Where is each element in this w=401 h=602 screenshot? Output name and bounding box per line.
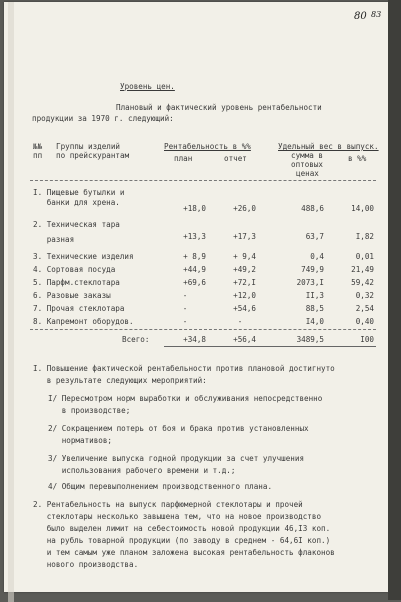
total-fact: +56,4: [233, 335, 256, 344]
point-1-line-1: I. Повышение фактической рентабельности против плановой достигнуто: [33, 364, 335, 373]
row-name: I. Пищевые бутылки и: [33, 188, 125, 197]
point-2-line-5: и тем самым уже планом заложена высокая рентабельность флаконов: [33, 548, 335, 557]
subpoint-2-line-2: нормативов;: [48, 436, 113, 445]
row-fact: -: [237, 317, 243, 326]
point-2-line-2: стеклотары несколько завышена тем, что на новое производство: [33, 512, 322, 521]
scan-background-edge: [388, 0, 401, 600]
row-name: 3. Технические изделия: [33, 252, 134, 261]
total-sum: 3489,5: [296, 335, 324, 344]
row-fact: +54,6: [233, 304, 256, 313]
header-rule: [30, 180, 376, 181]
row-sum: 63,7: [305, 232, 324, 241]
row-name: 7. Прочая стеклотара: [33, 304, 125, 313]
col-fact: отчет: [224, 154, 247, 163]
row-plan: +18,0: [183, 204, 206, 213]
page-fold-shadow: [8, 2, 14, 602]
row-pct: 14,00: [351, 204, 374, 213]
row-fact: +72,I: [233, 278, 256, 287]
col-group-2: по прейскурантам: [56, 151, 130, 160]
row-fact: +12,0: [233, 291, 256, 300]
row-sum: 749,9: [301, 265, 324, 274]
row-name: банки для хрена.: [33, 198, 120, 207]
row-sum: 0,4: [310, 252, 324, 261]
row-plan: +44,9: [183, 265, 206, 274]
row-sum: I4,0: [305, 317, 324, 326]
col-plan: план: [174, 154, 193, 163]
intro-line-2: продукции за 1970 г. следующий:: [32, 114, 174, 123]
point-1-line-2: в результате следующих мероприятий:: [33, 376, 207, 385]
total-plan: +34,8: [183, 335, 206, 344]
row-pct: I,82: [355, 232, 374, 241]
handwritten-page-number: 80: [354, 11, 367, 22]
col-rentability: Рентабельность в %%: [164, 142, 251, 151]
total-rule: [30, 329, 376, 330]
intro-line-1: Плановый и фактический уровень рентабельности: [116, 103, 322, 112]
col-sum-2: оптовых: [291, 160, 324, 169]
col-share: Удельный вес в выпуск.: [278, 142, 379, 151]
row-sum: 488,6: [301, 204, 324, 213]
col-no-2: пп: [33, 151, 43, 160]
row-name: разная: [33, 235, 75, 244]
row-pct: 2,54: [355, 304, 374, 313]
col-sum-1: сумма в: [291, 151, 324, 160]
heading: Уровень цен.: [120, 82, 175, 91]
point-2-line-3: было выделен лимит на себестоимость новой продукции 46,I3 коп.: [33, 524, 331, 533]
row-fact: +49,2: [233, 265, 256, 274]
col-pct: в %%: [348, 154, 367, 163]
handwritten-page-number-extra: 83: [371, 10, 382, 19]
subpoint-1-line-1: I/ Пересмотром норм выработки и обслуживания непосредственно: [48, 394, 323, 403]
row-name: 4. Сортовая посуда: [33, 265, 116, 274]
row-fact: +17,3: [233, 232, 256, 241]
row-plan: -: [182, 317, 188, 326]
row-pct: 0,32: [355, 291, 374, 300]
row-fact: +26,0: [233, 204, 256, 213]
subpoint-3-line-1: 3/ Увеличение выпуска годной продукции за счет улучшения: [48, 454, 305, 463]
row-plan: -: [182, 291, 188, 300]
row-plan: +69,6: [183, 278, 206, 287]
row-name: 5. Парфм.стеклотара: [33, 278, 120, 287]
row-sum: 88,5: [305, 304, 324, 313]
row-name: 8. Капремонт оборудов.: [33, 317, 134, 326]
col-sum-3: ценах: [296, 169, 319, 178]
total-pct: I00: [360, 335, 374, 344]
row-pct: 0,01: [355, 252, 374, 261]
subpoint-4: 4/ Общим перевыполнением производственного плана.: [48, 482, 273, 491]
row-plan: -: [182, 304, 188, 313]
row-plan: + 8,9: [183, 252, 206, 261]
row-pct: 21,49: [351, 265, 374, 274]
row-name: 6. Разовые заказы: [33, 291, 111, 300]
document-page: [4, 2, 388, 592]
point-2-line-6: нового производства.: [33, 560, 139, 569]
subpoint-3-line-2: использования рабочего времени и т.д.;: [48, 466, 236, 475]
col-group-1: Группы изделий: [56, 142, 121, 151]
row-pct: 59,42: [351, 278, 374, 287]
row-sum: 2073,I: [296, 278, 324, 287]
col-no-1: №№: [33, 142, 43, 151]
point-2-line-1: 2. Рентабельность на выпуск парфюмерной стеклотары и прочей: [33, 500, 303, 509]
row-sum: II,3: [305, 291, 324, 300]
total-underline: [164, 346, 376, 347]
subpoint-2-line-1: 2/ Сокращением потерь от боя и брака против установленных: [48, 424, 309, 433]
row-name: 2. Техническая тара: [33, 220, 120, 229]
point-2-line-4: на рубль товарной продукции (по заводу в среднем - 64,6I коп.): [33, 536, 331, 545]
row-fact: + 9,4: [233, 252, 256, 261]
row-pct: 0,40: [355, 317, 374, 326]
row-plan: +13,3: [183, 232, 206, 241]
total-label: Всего:: [122, 335, 150, 344]
subpoint-1-line-2: в производстве;: [48, 406, 131, 415]
